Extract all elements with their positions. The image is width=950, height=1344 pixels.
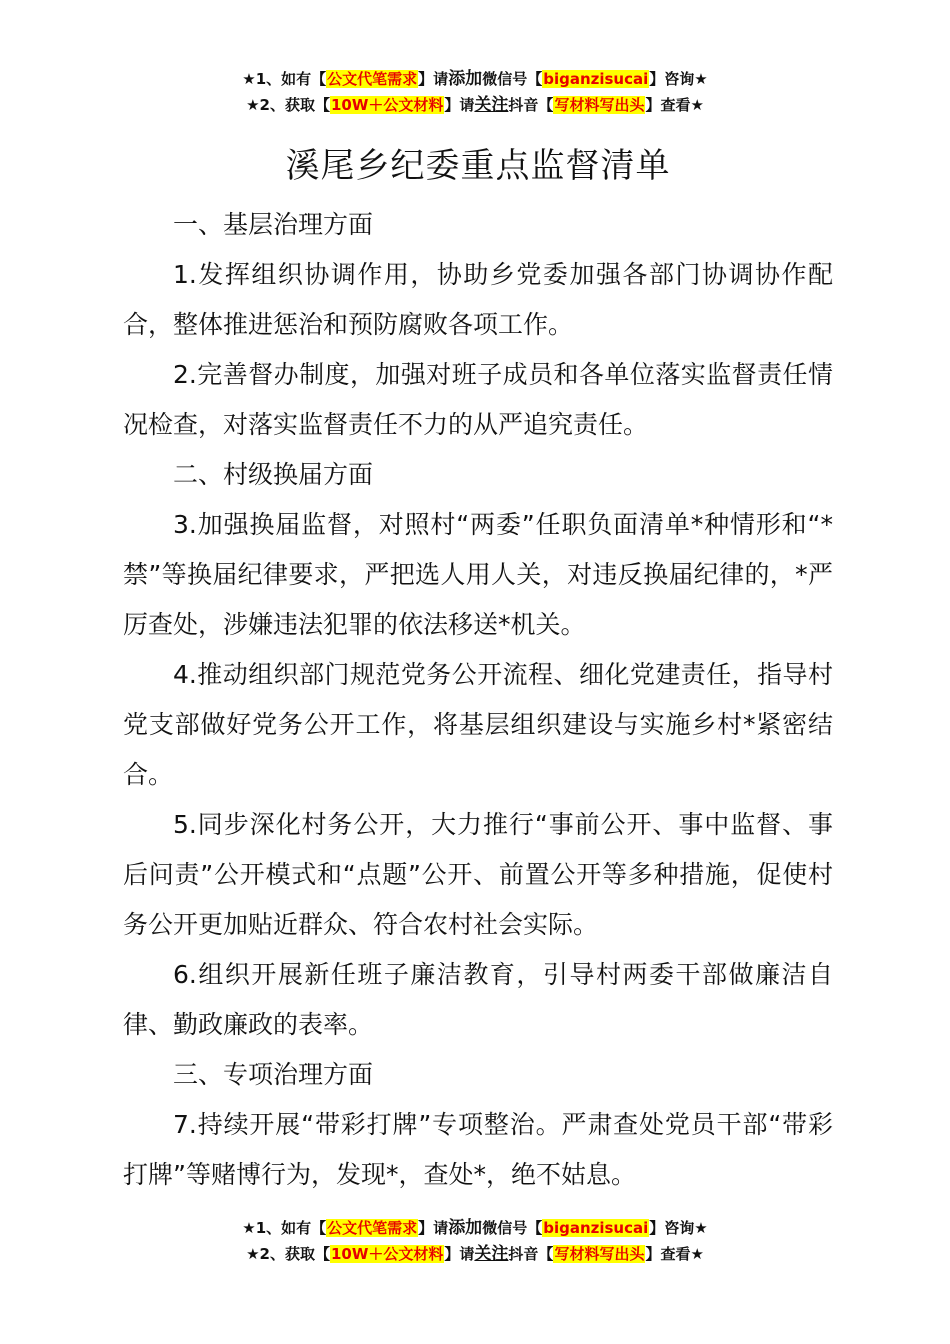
highlight-douyin-account: 写材料写出头 bbox=[554, 1245, 645, 1263]
highlight-wechat-id: biganzisucai bbox=[543, 1219, 649, 1237]
highlight-douyin-account: 写材料写出头 bbox=[554, 96, 645, 114]
header-banner bbox=[0, 66, 950, 118]
highlight-materials: 10W＋公文材料 bbox=[330, 1245, 444, 1263]
banner-line-1: ★1、如有【公文代笔需求】请添加微信号【biganzisucai】咨询★ bbox=[242, 69, 708, 89]
highlight-materials: 10W＋公文材料 bbox=[330, 96, 444, 114]
footer-banner bbox=[0, 1215, 950, 1267]
document-title: 溪尾乡纪委重点监督清单 bbox=[285, 146, 671, 186]
highlight-wechat-id: biganzisucai bbox=[543, 70, 649, 88]
section-heading: 三、专项治理方面 bbox=[173, 1060, 374, 1089]
document-body bbox=[123, 140, 833, 1200]
highlight-service: 公文代笔需求 bbox=[327, 1219, 418, 1237]
paragraph: 4.推动组织部门规范党务公开流程、细化党建责任，指导村党支部做好党务公开工作，将基层组织建设与实施乡村*紧密结合。 bbox=[123, 660, 833, 789]
highlight-service: 公文代笔需求 bbox=[327, 70, 418, 88]
paragraph: 6.组织开展新任班子廉洁教育，引导村两委干部做廉洁自律、勤政廉政的表率。 bbox=[123, 960, 833, 1039]
paragraph: 7.持续开展“带彩打牌”专项整治。严肃查处党员干部“带彩打牌”等赌博行为，发现*，查处*，绝不姑息。 bbox=[123, 1110, 833, 1189]
paragraph: 1.发挥组织协调作用，协助乡党委加强各部门协调协作配合，整体推进惩治和预防腐败各项工作。 bbox=[123, 260, 833, 339]
section-heading: 二、村级换届方面 bbox=[173, 460, 374, 489]
paragraph: 2.完善督办制度，加强对班子成员和各单位落实监督责任情况检查，对落实监督责任不力的从严追究责任。 bbox=[123, 360, 833, 439]
paragraph: 5.同步深化村务公开，大力推行“事前公开、事中监督、事后问责”公开模式和“点题”公开、前置公开等多种措施，促使村务公开更加贴近群众、符合农村社会实际。 bbox=[123, 810, 833, 939]
banner-line-2: ★2、获取【10W＋公文材料】请关注抖音【写材料写出头】查看★ bbox=[246, 95, 704, 115]
section-heading: 一、基层治理方面 bbox=[173, 210, 374, 239]
banner-line-1: ★1、如有【公文代笔需求】请添加微信号【biganzisucai】咨询★ bbox=[242, 1218, 708, 1238]
paragraph: 3.加强换届监督，对照村“两委”任职负面清单*种情形和“*禁”等换届纪律要求，严把选人用人关，对违反换届纪律的，*严厉查处，涉嫌违法犯罪的依法移送*机关。 bbox=[123, 510, 833, 639]
banner-line-2: ★2、获取【10W＋公文材料】请关注抖音【写材料写出头】查看★ bbox=[246, 1244, 704, 1264]
